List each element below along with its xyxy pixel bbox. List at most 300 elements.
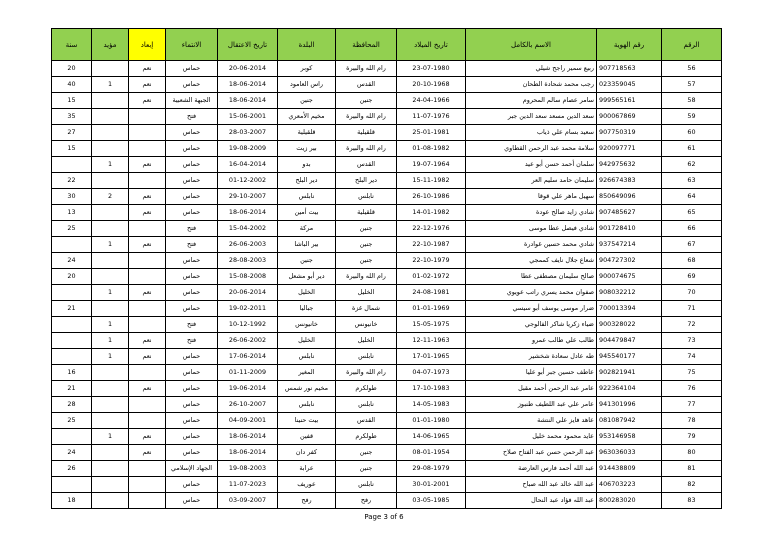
cell-affiliation: فتح (166, 317, 218, 333)
cell-town: بدو (278, 157, 336, 173)
cell-birth-date: 30-01-2001 (397, 477, 466, 493)
cell-governorate: طولكرم (336, 381, 397, 397)
cell-id-number: 937547214 (597, 237, 662, 253)
cell-index: 69 (662, 269, 722, 285)
cell-arrest-date: 20-06-2014 (218, 61, 278, 77)
table-row (52, 317, 722, 333)
cell-arrest-date: 20-06-2014 (218, 285, 278, 301)
cell-affiliation: حماس (166, 141, 218, 157)
cell-supporter (92, 381, 129, 397)
cell-supporter (92, 253, 129, 269)
cell-governorate: نابلس (336, 397, 397, 413)
cell-repeat (129, 317, 166, 333)
header-town: البلدة (278, 29, 336, 61)
cell-birth-date: 14-01-1982 (397, 205, 466, 221)
cell-index: 58 (662, 93, 722, 109)
cell-governorate: القدس (336, 77, 397, 93)
header-governorate: المحافظة (336, 29, 397, 61)
cell-supporter (92, 461, 129, 477)
cell-birth-date: 22-10-1979 (397, 253, 466, 269)
cell-affiliation: فتح (166, 109, 218, 125)
cell-year (52, 285, 92, 301)
cell-governorate: القدس (336, 157, 397, 173)
cell-supporter (92, 365, 129, 381)
cell-supporter: 1 (92, 317, 129, 333)
cell-affiliation: حماس (166, 285, 218, 301)
cell-affiliation: حماس (166, 77, 218, 93)
header-index: الرقم (662, 29, 722, 61)
cell-supporter (92, 413, 129, 429)
cell-affiliation: حماس (166, 253, 218, 269)
cell-year: 20 (52, 269, 92, 285)
table-body (52, 61, 722, 509)
cell-arrest-date: 16-04-2014 (218, 157, 278, 173)
cell-governorate: نابلس (336, 349, 397, 365)
header-id-number: رقم الهوية (597, 29, 662, 61)
cell-index: 60 (662, 125, 722, 141)
cell-birth-date: 01-02-1972 (397, 269, 466, 285)
cell-town: نابلس (278, 397, 336, 413)
cell-birth-date: 03-05-1985 (397, 493, 466, 509)
table-row (52, 477, 722, 493)
cell-governorate: رام الله والبيرة (336, 109, 397, 125)
cell-arrest-date: 18-06-2014 (218, 93, 278, 109)
cell-supporter (92, 141, 129, 157)
cell-governorate: القدس (336, 413, 397, 429)
cell-repeat: نعم (129, 189, 166, 205)
table-row (52, 93, 722, 109)
cell-affiliation: الجبهة الشعبية (166, 93, 218, 109)
cell-town: بيت حنينا (278, 413, 336, 429)
cell-repeat (129, 365, 166, 381)
cell-full-name: سعد الدين مسعد سعد الدين جبر (466, 109, 597, 125)
cell-full-name: شادي زايد صالح عودة (466, 205, 597, 221)
header-year: سنة (52, 29, 92, 61)
cell-birth-date: 22-10-1987 (397, 237, 466, 253)
cell-repeat (129, 269, 166, 285)
cell-town: عوريف (278, 477, 336, 493)
cell-supporter: 1 (92, 285, 129, 301)
cell-id-number: 023359045 (597, 77, 662, 93)
cell-year: 35 (52, 109, 92, 125)
prisoners-table (51, 28, 722, 509)
cell-affiliation: حماس (166, 189, 218, 205)
cell-supporter (92, 397, 129, 413)
cell-repeat: نعم (129, 333, 166, 349)
cell-full-name: رجب محمد شحادة الطحان (466, 77, 597, 93)
cell-year: 26 (52, 461, 92, 477)
cell-full-name: شادي محمد حسين غوادرة (466, 237, 597, 253)
cell-year: 15 (52, 93, 92, 109)
table-row (52, 221, 722, 237)
cell-arrest-date: 29-10-2007 (218, 189, 278, 205)
cell-governorate: نابلس (336, 189, 397, 205)
cell-affiliation: حماس (166, 445, 218, 461)
cell-town: بيت أمين (278, 205, 336, 221)
cell-arrest-date: 15-08-2008 (218, 269, 278, 285)
cell-governorate: شمال غزة (336, 301, 397, 317)
cell-full-name: عاهد فايز علي النتشة (466, 413, 597, 429)
cell-birth-date: 17-10-1983 (397, 381, 466, 397)
cell-id-number: 900074675 (597, 269, 662, 285)
cell-year (52, 349, 92, 365)
cell-year (52, 157, 92, 173)
table-row (52, 109, 722, 125)
table-row (52, 397, 722, 413)
cell-index: 79 (662, 429, 722, 445)
cell-supporter (92, 125, 129, 141)
cell-town: قفين (278, 429, 336, 445)
cell-index: 67 (662, 237, 722, 253)
cell-full-name: عامر عبد الرحمن أحمد مقبل (466, 381, 597, 397)
cell-town: نابلس (278, 349, 336, 365)
cell-id-number: 850649096 (597, 189, 662, 205)
cell-year: 15 (52, 141, 92, 157)
cell-id-number: 945540177 (597, 349, 662, 365)
cell-id-number: 920097771 (597, 141, 662, 157)
cell-arrest-date: 19-06-2014 (218, 381, 278, 397)
cell-governorate: رام الله والبيرة (336, 141, 397, 157)
cell-affiliation: حماس (166, 61, 218, 77)
cell-birth-date: 23-07-1980 (397, 61, 466, 77)
page-footer: Page 3 of 6 (364, 513, 404, 521)
cell-full-name: سهيل ماهر علي قوقا (466, 189, 597, 205)
cell-id-number: 081087942 (597, 413, 662, 429)
cell-town: الخليل (278, 285, 336, 301)
cell-governorate: الخليل (336, 285, 397, 301)
header-birth-date: تاريخ الميلاد (397, 29, 466, 61)
cell-year (52, 477, 92, 493)
cell-repeat (129, 253, 166, 269)
cell-birth-date: 15-11-1982 (397, 173, 466, 189)
cell-index: 82 (662, 477, 722, 493)
cell-governorate: قلقيلية (336, 205, 397, 221)
cell-governorate: رفح (336, 493, 397, 509)
cell-town: المغير (278, 365, 336, 381)
cell-id-number: 907485627 (597, 205, 662, 221)
cell-index: 66 (662, 221, 722, 237)
cell-id-number: 700013394 (597, 301, 662, 317)
cell-town: جنين (278, 93, 336, 109)
cell-full-name: شعاع جلال نايف كممجي (466, 253, 597, 269)
cell-supporter (92, 445, 129, 461)
cell-supporter: 1 (92, 157, 129, 173)
cell-governorate: جنين (336, 93, 397, 109)
cell-arrest-date: 03-09-2007 (218, 493, 278, 509)
cell-id-number: 963036033 (597, 445, 662, 461)
cell-affiliation: حماس (166, 429, 218, 445)
cell-index: 80 (662, 445, 722, 461)
cell-year: 25 (52, 413, 92, 429)
cell-full-name: طه عادل سعادة شخشير (466, 349, 597, 365)
cell-repeat (129, 397, 166, 413)
cell-arrest-date: 19-02-2011 (218, 301, 278, 317)
cell-governorate: طولكرم (336, 429, 397, 445)
cell-full-name: عبد الرحمن حسن عبد الفتاح صلاح (466, 445, 597, 461)
cell-birth-date: 24-04-1966 (397, 93, 466, 109)
header-full-name: الاسم بالكامل (466, 29, 597, 61)
cell-arrest-date: 01-11-2009 (218, 365, 278, 381)
cell-arrest-date: 04-09-2001 (218, 413, 278, 429)
cell-affiliation: فتح (166, 333, 218, 349)
cell-birth-date: 17-01-1965 (397, 349, 466, 365)
cell-affiliation: حماس (166, 365, 218, 381)
table-row (52, 253, 722, 269)
cell-index: 61 (662, 141, 722, 157)
cell-index: 77 (662, 397, 722, 413)
cell-repeat: نعم (129, 445, 166, 461)
cell-supporter (92, 477, 129, 493)
cell-affiliation: حماس (166, 125, 218, 141)
cell-repeat (129, 301, 166, 317)
cell-town: نابلس (278, 189, 336, 205)
cell-year (52, 333, 92, 349)
table-row (52, 365, 722, 381)
cell-arrest-date: 19-08-2009 (218, 141, 278, 157)
cell-year: 24 (52, 445, 92, 461)
cell-supporter (92, 109, 129, 125)
cell-repeat (129, 477, 166, 493)
table-row (52, 413, 722, 429)
cell-repeat (129, 173, 166, 189)
cell-index: 65 (662, 205, 722, 221)
cell-governorate: جنين (336, 237, 397, 253)
cell-index: 57 (662, 77, 722, 93)
cell-full-name: ضياء زكريا شاكر الفالوجي (466, 317, 597, 333)
cell-town: راس العامود (278, 77, 336, 93)
cell-repeat (129, 461, 166, 477)
cell-supporter: 1 (92, 333, 129, 349)
table-row (52, 333, 722, 349)
cell-full-name: صالح سليمان مصطفى عطا (466, 269, 597, 285)
cell-index: 75 (662, 365, 722, 381)
cell-supporter (92, 61, 129, 77)
cell-affiliation: حماس (166, 413, 218, 429)
cell-index: 76 (662, 381, 722, 397)
cell-year: 28 (52, 397, 92, 413)
cell-birth-date: 20-10-1968 (397, 77, 466, 93)
cell-id-number: 904479847 (597, 333, 662, 349)
cell-supporter: 1 (92, 237, 129, 253)
cell-arrest-date: 26-06-2002 (218, 333, 278, 349)
header-arrest-date: تاريخ الاعتقال (218, 29, 278, 61)
cell-index: 74 (662, 349, 722, 365)
cell-arrest-date: 18-06-2014 (218, 445, 278, 461)
cell-full-name: عاطف حسين جبر أبو عليا (466, 365, 597, 381)
cell-id-number: 900328022 (597, 317, 662, 333)
cell-year: 21 (52, 301, 92, 317)
cell-full-name: سعيد بسام علي ذياب (466, 125, 597, 141)
cell-repeat (129, 413, 166, 429)
cell-repeat: نعم (129, 77, 166, 93)
cell-year (52, 317, 92, 333)
cell-id-number: 406703223 (597, 477, 662, 493)
cell-repeat: نعم (129, 429, 166, 445)
cell-year: 20 (52, 61, 92, 77)
cell-full-name: شادي فيصل عطا موسى (466, 221, 597, 237)
cell-birth-date: 29-08-1979 (397, 461, 466, 477)
cell-affiliation: حماس (166, 493, 218, 509)
cell-supporter: 1 (92, 429, 129, 445)
cell-supporter (92, 173, 129, 189)
cell-full-name: ضرار موسى يوسف أبو سيسي (466, 301, 597, 317)
cell-repeat (129, 141, 166, 157)
cell-id-number: 900067869 (597, 109, 662, 125)
cell-governorate: قلقيلية (336, 125, 397, 141)
cell-arrest-date: 15-04-2002 (218, 221, 278, 237)
cell-id-number: 926674383 (597, 173, 662, 189)
cell-arrest-date: 28-03-2007 (218, 125, 278, 141)
table-row (52, 173, 722, 189)
table-row (52, 493, 722, 509)
cell-year: 40 (52, 77, 92, 93)
cell-affiliation: حماس (166, 269, 218, 285)
cell-supporter (92, 205, 129, 221)
cell-index: 83 (662, 493, 722, 509)
table-row (52, 461, 722, 477)
cell-id-number: 953146958 (597, 429, 662, 445)
cell-supporter (92, 93, 129, 109)
cell-index: 56 (662, 61, 722, 77)
cell-town: جنين (278, 253, 336, 269)
cell-repeat: نعم (129, 237, 166, 253)
cell-index: 72 (662, 317, 722, 333)
cell-governorate: نابلس (336, 477, 397, 493)
cell-affiliation: حماس (166, 381, 218, 397)
cell-birth-date: 01-01-1980 (397, 413, 466, 429)
cell-id-number: 901728410 (597, 221, 662, 237)
cell-arrest-date: 19-08-2003 (218, 461, 278, 477)
cell-supporter (92, 301, 129, 317)
cell-full-name: عبد الله فؤاد عبد النحال (466, 493, 597, 509)
cell-year: 27 (52, 125, 92, 141)
cell-birth-date: 01-01-1969 (397, 301, 466, 317)
cell-full-name: عبد الله خالد عبد الله صباح (466, 477, 597, 493)
cell-birth-date: 14-05-1983 (397, 397, 466, 413)
cell-index: 63 (662, 173, 722, 189)
cell-year: 16 (52, 365, 92, 381)
cell-id-number: 914438809 (597, 461, 662, 477)
cell-supporter (92, 269, 129, 285)
cell-supporter: 1 (92, 349, 129, 365)
cell-governorate: دير البلح (336, 173, 397, 189)
cell-birth-date: 11-07-1976 (397, 109, 466, 125)
cell-arrest-date: 01-12-2002 (218, 173, 278, 189)
cell-index: 68 (662, 253, 722, 269)
cell-id-number: 902821941 (597, 365, 662, 381)
cell-id-number: 800283020 (597, 493, 662, 509)
table-row (52, 301, 722, 317)
cell-town: بير الباشا (278, 237, 336, 253)
cell-arrest-date: 17-06-2014 (218, 349, 278, 365)
cell-governorate: الخليل (336, 333, 397, 349)
cell-repeat: نعم (129, 93, 166, 109)
table-row (52, 141, 722, 157)
cell-town: كوبر (278, 61, 336, 77)
cell-full-name: عايد محمود محمد خليل (466, 429, 597, 445)
cell-arrest-date: 26-06-2003 (218, 237, 278, 253)
cell-year: 22 (52, 173, 92, 189)
cell-year: 25 (52, 221, 92, 237)
cell-index: 62 (662, 157, 722, 173)
cell-arrest-date: 10-12-1992 (218, 317, 278, 333)
cell-repeat (129, 221, 166, 237)
cell-repeat: نعم (129, 205, 166, 221)
cell-full-name: ربيع سمير راجح شيلي (466, 61, 597, 77)
cell-governorate: خانيونس (336, 317, 397, 333)
cell-birth-date: 22-12-1976 (397, 221, 466, 237)
cell-affiliation: حماس (166, 397, 218, 413)
cell-governorate: جنين (336, 253, 397, 269)
cell-year (52, 429, 92, 445)
cell-arrest-date: 18-06-2014 (218, 205, 278, 221)
cell-full-name: عامر علي عبد اللطيف طنبوز (466, 397, 597, 413)
cell-arrest-date: 11-07-2023 (218, 477, 278, 493)
cell-index: 81 (662, 461, 722, 477)
cell-index: 73 (662, 333, 722, 349)
cell-governorate: جنين (336, 461, 397, 477)
cell-governorate: جنين (336, 445, 397, 461)
cell-repeat (129, 125, 166, 141)
cell-index: 71 (662, 301, 722, 317)
cell-birth-date: 08-01-1954 (397, 445, 466, 461)
cell-town: مخيم نور شمس (278, 381, 336, 397)
cell-birth-date: 15-05-1975 (397, 317, 466, 333)
cell-affiliation: فتح (166, 221, 218, 237)
table-row (52, 157, 722, 173)
cell-supporter (92, 493, 129, 509)
table-row (52, 381, 722, 397)
cell-birth-date: 12-11-1963 (397, 333, 466, 349)
cell-repeat: نعم (129, 157, 166, 173)
cell-full-name: سلمان أحمد حسن أبو عيد (466, 157, 597, 173)
cell-year: 13 (52, 205, 92, 221)
cell-index: 64 (662, 189, 722, 205)
cell-town: خانيونس (278, 317, 336, 333)
cell-town: دير البلح (278, 173, 336, 189)
cell-affiliation: حماس (166, 301, 218, 317)
table-row (52, 349, 722, 365)
cell-town: دير أبو مشعل (278, 269, 336, 285)
cell-affiliation: فتح (166, 237, 218, 253)
cell-birth-date: 01-08-1982 (397, 141, 466, 157)
table-row (52, 237, 722, 253)
cell-affiliation: حماس (166, 173, 218, 189)
cell-full-name: سلامة محمد عبد الرحمن القطاوي (466, 141, 597, 157)
cell-arrest-date: 26-10-2007 (218, 397, 278, 413)
cell-repeat (129, 109, 166, 125)
cell-index: 78 (662, 413, 722, 429)
cell-town: مركة (278, 221, 336, 237)
cell-town: كفر دان (278, 445, 336, 461)
cell-index: 59 (662, 109, 722, 125)
cell-arrest-date: 18-06-2014 (218, 77, 278, 93)
cell-town: عرابة (278, 461, 336, 477)
cell-governorate: رام الله والبيرة (336, 365, 397, 381)
cell-id-number: 941301996 (597, 397, 662, 413)
header-row (52, 29, 722, 61)
cell-id-number: 999565161 (597, 93, 662, 109)
cell-full-name: طالب علي طالب عمرو (466, 333, 597, 349)
cell-affiliation: حماس (166, 349, 218, 365)
cell-repeat: نعم (129, 61, 166, 77)
cell-arrest-date: 18-06-2014 (218, 429, 278, 445)
cell-id-number: 907718563 (597, 61, 662, 77)
cell-arrest-date: 15-06-2001 (218, 109, 278, 125)
cell-supporter (92, 221, 129, 237)
table-row (52, 269, 722, 285)
table-row (52, 77, 722, 93)
